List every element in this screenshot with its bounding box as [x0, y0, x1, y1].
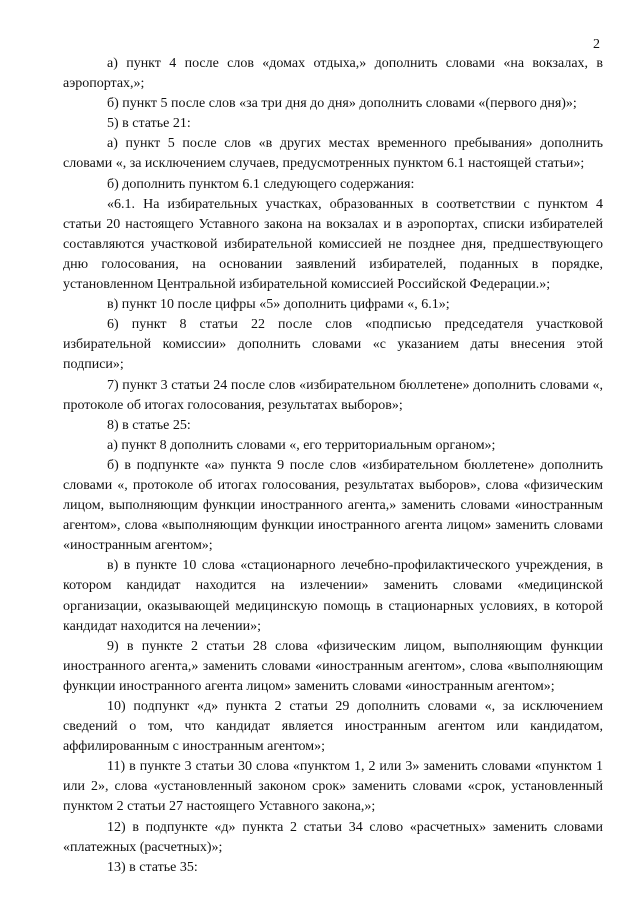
paragraph-item-11: 11) в пункте 3 статьи 30 слова «пунктом 1, 2 или 3» заменить словами «пунктом 1 или 2», слова «установленный законом срок» заменить словами «срок, установленный пунктом 2 статьи 27 настоящего Уставного закона,»; — [63, 759, 603, 815]
paragraph-item-12: 12) в подпункте «д» пункта 2 статьи 34 слово «расчетных» заменить словами «платежных (расчетных)»; — [63, 819, 603, 855]
paragraph-item-8c: в) в пункте 10 слова «стационарного лечебно-профилактического учреждения, в котором кандидат находится на излечении» заменить словами «медицинской организации, оказывающей медицинскую помощь в стационарных условиях, в которой кандидат находится на лечении»; — [63, 558, 603, 634]
paragraph-item-9: 9) в пункте 2 статьи 28 слова «физическим лицом, выполняющим функции иностранного агента,» заменить словами «иностранным агентом», слова «выполняющим функции иностранного агента лицом» заменить словами «иностранным агентом»; — [63, 638, 603, 694]
paragraph-item-6: 6) пункт 8 статьи 22 после слов «подписью председателя участковой избирательной комиссии» дополнить словами «с указанием даты внесения этой подписи»; — [63, 317, 603, 373]
paragraph-amend-4-1: а) пункт 4 после слов «домах отдыха,» дополнить словами «на вокзалах, в аэропортах,»; — [63, 56, 603, 92]
paragraph-item-8b: б) в подпункте «а» пункта 9 после слов «избирательном бюллетене» дополнить словами «, протоколе об итогах голосования, результатах выборов», слова «физическим лицом, выполняющим функции иностранного агента,» заменить словами «иностранным агентом», слова «выполняющим функции иностранного агента лицом» заменить словами «иностранным агентом»; — [63, 457, 603, 554]
paragraph-item-10: 10) подпункт «д» пункта 2 статьи 29 дополнить словами «, за исключением сведений о том, что кандидат является иностранным агентом или кандидатом, аффилированным с иностранным агентом»; — [63, 699, 603, 755]
document-body — [63, 54, 603, 878]
page-number: 2 — [593, 37, 600, 52]
paragraph-item-5-heading: 5) в статье 21: — [107, 116, 191, 132]
paragraph-item-5c: в) пункт 10 после цифры «5» дополнить цифрами «, 6.1»; — [107, 297, 450, 313]
paragraph-item-8a: а) пункт 8 дополнить словами «, его территориальным органом»; — [107, 437, 496, 453]
paragraph-item-13-heading: 13) в статье 35: — [107, 859, 198, 875]
paragraph-item-5b: б) дополнить пунктом 6.1 следующего содержания: — [107, 176, 415, 192]
paragraph-item-8-heading: 8) в статье 25: — [107, 417, 191, 433]
paragraph-new-clause-6-1: «6.1. На избирательных участках, образованных в соответствии с пунктом 4 статьи 20 настоящего Уставного закона на вокзалах и в аэропортах, списки избирателей составляются участковой избирательной комиссией не позднее дня, предшествующего дню голосования, на основании заявлений избирателей, поданных в порядке, установленном Центральной избирательной комиссией Российской Федерации.»; — [63, 196, 603, 293]
paragraph-item-7: 7) пункт 3 статьи 24 после слов «избирательном бюллетене» дополнить словами «, протоколе об итогах голосования, результатах выборов»; — [63, 377, 603, 413]
paragraph-amend-4-2: б) пункт 5 после слов «за три дня до дня» дополнить словами «(первого дня)»; — [107, 96, 577, 112]
paragraph-item-5a: а) пункт 5 после слов «в других местах временного пребывания» дополнить словами «, за исключением случаев, предусмотренных пунктом 6.1 настоящей статьи»; — [63, 136, 603, 172]
